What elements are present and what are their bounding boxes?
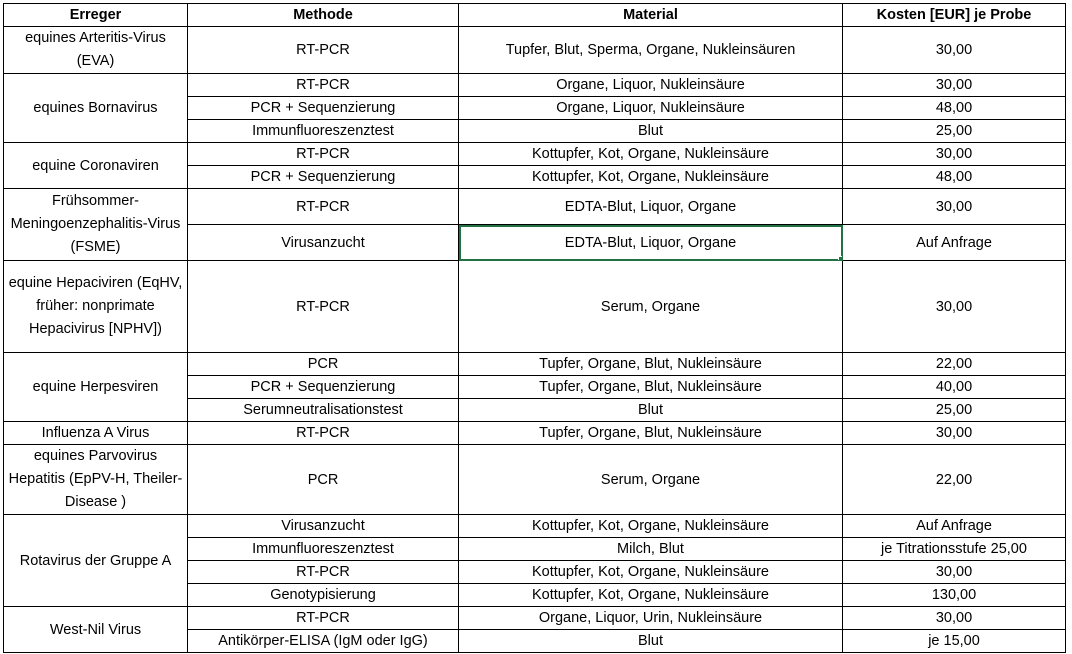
material-cell[interactable]: Kottupfer, Kot, Organe, Nukleinsäure: [459, 166, 843, 189]
kosten-cell[interactable]: 30,00: [843, 189, 1066, 225]
header-erreger[interactable]: Erreger: [4, 4, 188, 27]
header-material[interactable]: Material: [459, 4, 843, 27]
table-row: [4, 74, 1066, 97]
kosten-cell[interactable]: 130,00: [843, 584, 1066, 607]
methode-cell[interactable]: PCR + Sequenzierung: [188, 376, 459, 399]
material-cell[interactable]: Milch, Blut: [459, 538, 843, 561]
methode-cell[interactable]: RT-PCR: [188, 27, 459, 74]
material-cell[interactable]: Blut: [459, 399, 843, 422]
methode-cell[interactable]: RT-PCR: [188, 189, 459, 225]
kosten-cell[interactable]: 48,00: [843, 166, 1066, 189]
material-cell[interactable]: Kottupfer, Kot, Organe, Nukleinsäure: [459, 584, 843, 607]
methode-cell[interactable]: Virusanzucht: [188, 515, 459, 538]
kosten-cell[interactable]: 30,00: [843, 143, 1066, 166]
material-cell[interactable]: Tupfer, Organe, Blut, Nukleinsäure: [459, 422, 843, 445]
material-cell[interactable]: Blut: [459, 630, 843, 653]
methode-cell[interactable]: Immunfluoreszenztest: [188, 120, 459, 143]
material-cell[interactable]: Kottupfer, Kot, Organe, Nukleinsäure: [459, 515, 843, 538]
erreger-cell[interactable]: Influenza A Virus: [4, 422, 188, 445]
kosten-cell[interactable]: 30,00: [843, 607, 1066, 630]
table-row: [4, 607, 1066, 630]
header-row: [4, 4, 1066, 27]
methode-cell[interactable]: PCR: [188, 353, 459, 376]
kosten-cell[interactable]: 48,00: [843, 97, 1066, 120]
header-kosten[interactable]: Kosten [EUR] je Probe: [843, 4, 1066, 27]
material-cell[interactable]: Organe, Liquor, Nukleinsäure: [459, 74, 843, 97]
kosten-cell[interactable]: 40,00: [843, 376, 1066, 399]
erreger-cell[interactable]: equines Parvovirus Hepatitis (EpPV-H, Theiler-Disease ): [4, 445, 188, 515]
material-cell[interactable]: Kottupfer, Kot, Organe, Nukleinsäure: [459, 561, 843, 584]
methode-cell[interactable]: RT-PCR: [188, 422, 459, 445]
methode-cell[interactable]: RT-PCR: [188, 561, 459, 584]
kosten-cell[interactable]: 22,00: [843, 445, 1066, 515]
material-cell[interactable]: Organe, Liquor, Urin, Nukleinsäure: [459, 607, 843, 630]
price-table: [3, 3, 1066, 653]
kosten-cell[interactable]: Auf Anfrage: [843, 515, 1066, 538]
material-cell[interactable]: Tupfer, Organe, Blut, Nukleinsäure: [459, 353, 843, 376]
erreger-cell[interactable]: equines Arteritis-Virus (EVA): [4, 27, 188, 74]
erreger-cell[interactable]: Frühsommer-Meningoenzephalitis-Virus (FSME): [4, 189, 188, 261]
methode-cell[interactable]: RT-PCR: [188, 607, 459, 630]
selected-material-cell[interactable]: [459, 225, 843, 261]
erreger-cell[interactable]: West-Nil Virus: [4, 607, 188, 653]
table-row: [4, 143, 1066, 166]
kosten-cell[interactable]: je 15,00: [843, 630, 1066, 653]
table-row: [4, 353, 1066, 376]
kosten-cell[interactable]: 22,00: [843, 353, 1066, 376]
methode-cell[interactable]: Antikörper-ELISA (IgM oder IgG): [188, 630, 459, 653]
methode-cell[interactable]: PCR: [188, 445, 459, 515]
methode-cell[interactable]: Immunfluoreszenztest: [188, 538, 459, 561]
material-cell[interactable]: Kottupfer, Kot, Organe, Nukleinsäure: [459, 143, 843, 166]
kosten-cell[interactable]: Auf Anfrage: [843, 225, 1066, 261]
kosten-cell[interactable]: 30,00: [843, 422, 1066, 445]
table-row: [4, 27, 1066, 74]
kosten-cell[interactable]: 30,00: [843, 27, 1066, 74]
methode-cell[interactable]: RT-PCR: [188, 261, 459, 353]
fill-handle[interactable]: [838, 256, 843, 261]
material-cell[interactable]: Serum, Organe: [459, 445, 843, 515]
table-row: [4, 422, 1066, 445]
kosten-cell[interactable]: 25,00: [843, 399, 1066, 422]
erreger-cell[interactable]: equines Bornavirus: [4, 74, 188, 143]
methode-cell[interactable]: Genotypisierung: [188, 584, 459, 607]
kosten-cell[interactable]: 30,00: [843, 261, 1066, 353]
material-cell[interactable]: Serum, Organe: [459, 261, 843, 353]
kosten-cell[interactable]: 25,00: [843, 120, 1066, 143]
material-cell[interactable]: Tupfer, Blut, Sperma, Organe, Nukleinsäuren: [459, 27, 843, 74]
erreger-cell[interactable]: Rotavirus der Gruppe A: [4, 515, 188, 607]
methode-cell[interactable]: Virusanzucht: [188, 225, 459, 261]
material-cell[interactable]: Organe, Liquor, Nukleinsäure: [459, 97, 843, 120]
header-methode[interactable]: Methode: [188, 4, 459, 27]
erreger-cell[interactable]: equine Hepaciviren (EqHV, früher: nonprimate Hepacivirus [NPHV]): [4, 261, 188, 353]
table-row: [4, 445, 1066, 515]
material-cell[interactable]: Blut: [459, 120, 843, 143]
table-row: [4, 189, 1066, 225]
table-row: [4, 515, 1066, 538]
methode-cell[interactable]: PCR + Sequenzierung: [188, 97, 459, 120]
methode-cell[interactable]: RT-PCR: [188, 143, 459, 166]
material-cell-text: EDTA-Blut, Liquor, Organe: [564, 234, 737, 251]
material-cell[interactable]: Tupfer, Organe, Blut, Nukleinsäure: [459, 376, 843, 399]
methode-cell[interactable]: RT-PCR: [188, 74, 459, 97]
kosten-cell[interactable]: je Titrationsstufe 25,00: [843, 538, 1066, 561]
methode-cell[interactable]: PCR + Sequenzierung: [188, 166, 459, 189]
methode-cell[interactable]: Serumneutralisationstest: [188, 399, 459, 422]
material-cell[interactable]: EDTA-Blut, Liquor, Organe: [459, 189, 843, 225]
kosten-cell[interactable]: 30,00: [843, 74, 1066, 97]
kosten-cell[interactable]: 30,00: [843, 561, 1066, 584]
erreger-cell[interactable]: equine Coronaviren: [4, 143, 188, 189]
erreger-cell[interactable]: equine Herpesviren: [4, 353, 188, 422]
table-row: [4, 261, 1066, 353]
